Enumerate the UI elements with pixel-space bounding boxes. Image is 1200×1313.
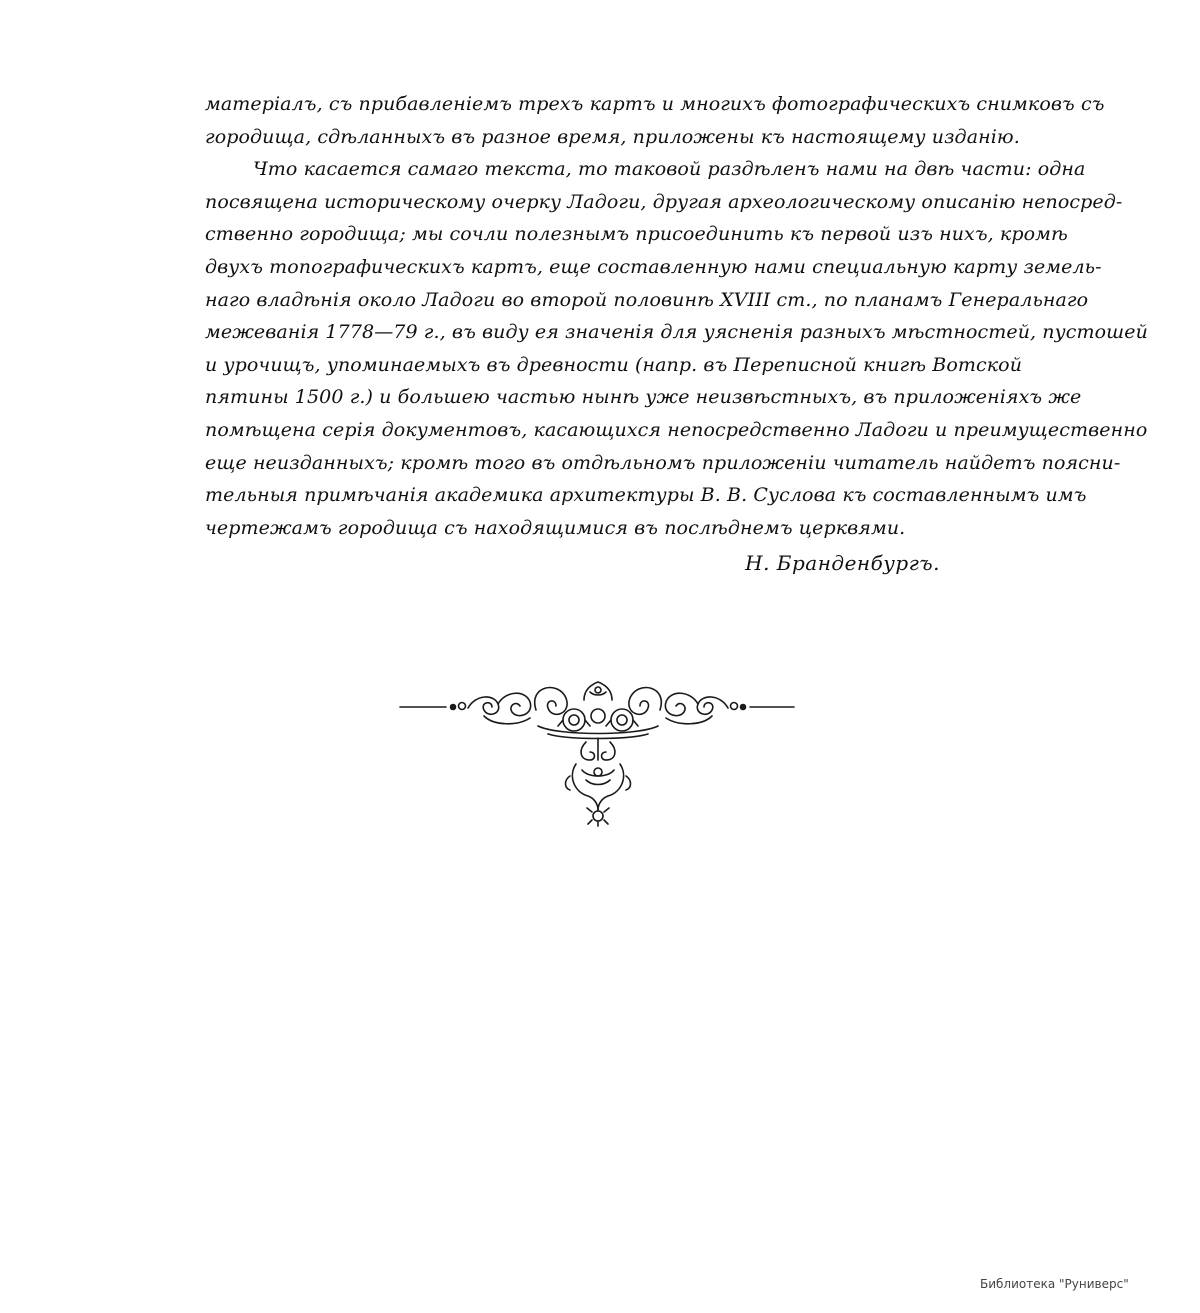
text-line: пятины 1500 г.) и большею частью нынѣ уже неизвѣстныхъ, въ приложеніяхъ же xyxy=(205,386,1082,409)
text-line: еще неизданныхъ; кромѣ того въ отдѣльномъ приложеніи читатель найдетъ поясни- xyxy=(205,451,1121,474)
text-line: помѣщена серія документовъ, касающихся непосредственно Ладоги и преимущественно xyxy=(205,418,1148,441)
library-watermark: Библиотека "Руниверс" xyxy=(980,1277,1129,1291)
text-line: двухъ топографическихъ картъ, еще составленную нами специальную карту земель- xyxy=(205,255,1102,278)
text-line: и урочищъ, упоминаемыхъ въ древности (напр. въ Переписной книгѣ Вотской xyxy=(205,353,1023,376)
text-line: чертежамъ городища съ находящимися въ послѣднемъ церквями. xyxy=(205,516,906,539)
text-line: ственно городища; мы сочли полезнымъ присоединить къ первой изъ нихъ, кромѣ xyxy=(205,223,1068,246)
text-line: тельныя примѣчанія академика архитектуры В. В. Суслова къ составленнымъ имъ xyxy=(205,484,1087,507)
text-line: наго владѣнія около Ладоги во второй половинѣ XVIII ст., по планамъ Генеральнаго xyxy=(205,288,1089,311)
text-line: матеріалъ, съ прибавленіемъ трехъ картъ и многихъ фотографическихъ снимковъ съ xyxy=(205,93,1105,115)
text-line: Что касается самаго текста, то таковой раздѣленъ нами на двѣ части: одна xyxy=(253,158,1086,181)
ornament-icon xyxy=(398,680,798,828)
text-line: посвящена историческому очерку Ладоги, другая археологическому описанію непосред- xyxy=(205,190,1123,213)
text-line: межеванія 1778—79 г., въ виду ея значенія для уясненія разныхъ мѣстностей, пустошей xyxy=(205,321,1148,344)
preface-text xyxy=(205,88,1148,544)
text-line: городища, сдѣланныхъ въ разное время, приложены къ настоящему изданію. xyxy=(205,125,1020,148)
author-signature: Н. Бранденбургъ. xyxy=(745,551,940,575)
